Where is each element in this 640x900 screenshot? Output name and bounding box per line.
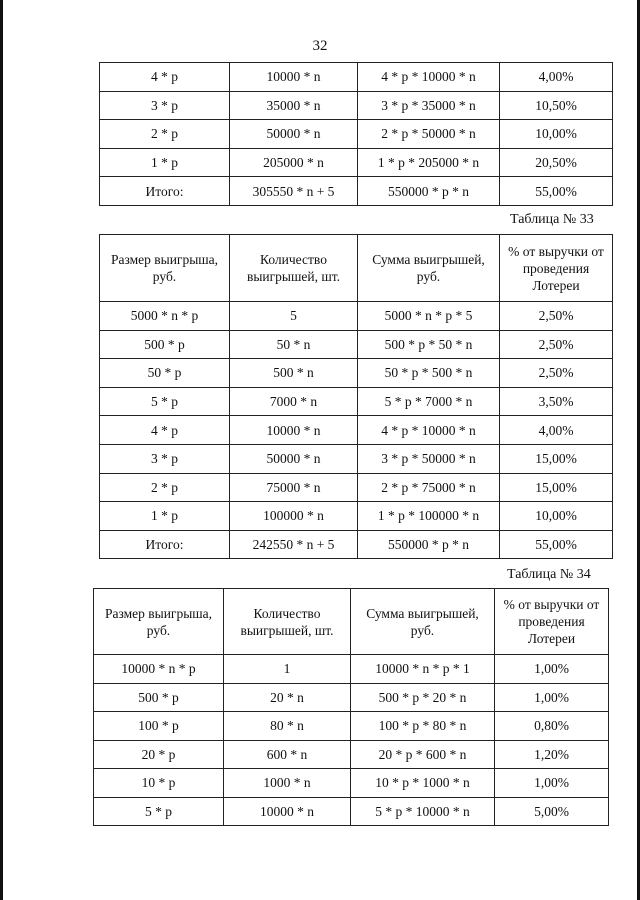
table-cell: 10000 * n <box>230 63 358 92</box>
table-34-head <box>94 589 609 655</box>
table-cell: 50 * n <box>230 330 358 359</box>
table-cell: 2,50% <box>500 330 613 359</box>
table-cell: 3 * p <box>100 91 230 120</box>
header-cell: Сумма выигрышей, руб. <box>351 589 495 655</box>
table-cell: 10000 * n <box>224 797 351 826</box>
header-cell: Сумма выигрышей, руб. <box>358 235 500 302</box>
table-33 <box>99 234 613 559</box>
table-row <box>100 330 613 359</box>
table-cell: 5000 * n * p <box>100 302 230 331</box>
table-cell: 100 * p * 80 * n <box>351 712 495 741</box>
header-cell: Размер выигрыша, руб. <box>94 589 224 655</box>
table-row <box>94 655 609 684</box>
scan-edge-left <box>0 0 3 900</box>
table-cell: 3 * p * 35000 * n <box>358 91 500 120</box>
table-cell: 50000 * n <box>230 444 358 473</box>
table-cell: 500 * p <box>94 683 224 712</box>
table-cell: 5 * p <box>100 387 230 416</box>
header-cell: Количество выигрышей, шт. <box>224 589 351 655</box>
table-cell: 4,00% <box>500 63 613 92</box>
table-row <box>94 683 609 712</box>
table-row <box>100 302 613 331</box>
table-cell: 1,20% <box>495 740 609 769</box>
table-cell: 20 * p <box>94 740 224 769</box>
header-cell: Размер выигрыша, руб. <box>100 235 230 302</box>
header-cell: % от выручки от проведения Лотереи <box>500 235 613 302</box>
table-cell: 10,00% <box>500 120 613 149</box>
table-cell: 1 <box>224 655 351 684</box>
header-cell: % от выручки от проведения Лотереи <box>495 589 609 655</box>
table-cell: 4 * p * 10000 * n <box>358 63 500 92</box>
table-row <box>100 387 613 416</box>
table-continued-body <box>100 63 613 206</box>
table-continued <box>99 62 613 206</box>
table-cell: 55,00% <box>500 177 613 206</box>
table-34 <box>93 588 609 826</box>
table-cell: 1 * p <box>100 502 230 531</box>
table-cell: Итого: <box>100 530 230 559</box>
table-cell: 4 * p <box>100 63 230 92</box>
table-row <box>100 444 613 473</box>
table-cell: 7000 * n <box>230 387 358 416</box>
table-cell: 2,50% <box>500 359 613 388</box>
table-34-caption: Таблица № 34 <box>507 567 591 582</box>
table-cell: 600 * n <box>224 740 351 769</box>
table-cell: Итого: <box>100 177 230 206</box>
table-row <box>94 740 609 769</box>
table-cell: 500 * p * 50 * n <box>358 330 500 359</box>
table-cell: 10,00% <box>500 502 613 531</box>
table-row <box>100 120 613 149</box>
table-row <box>100 63 613 92</box>
table-row <box>94 712 609 741</box>
table-row <box>100 416 613 445</box>
table-cell: 5 * p * 10000 * n <box>351 797 495 826</box>
table-cell: 20 * p * 600 * n <box>351 740 495 769</box>
table-cell: 500 * n <box>230 359 358 388</box>
table-cell: 80 * n <box>224 712 351 741</box>
table-cell: 2 * p * 50000 * n <box>358 120 500 149</box>
table-cell: 5 * p <box>94 797 224 826</box>
table-row <box>100 177 613 206</box>
table-cell: 15,00% <box>500 473 613 502</box>
table-cell: 4 * p * 10000 * n <box>358 416 500 445</box>
table-cell: 2 * p <box>100 120 230 149</box>
header-cell: Количество выигрышей, шт. <box>230 235 358 302</box>
table-cell: 3 * p * 50000 * n <box>358 444 500 473</box>
table-row <box>100 502 613 531</box>
table-cell: 50 * p * 500 * n <box>358 359 500 388</box>
table-cell: 2,50% <box>500 302 613 331</box>
table-row <box>94 797 609 826</box>
table-cell: 3 * p <box>100 444 230 473</box>
table-row <box>100 91 613 120</box>
table-cell: 10 * p <box>94 769 224 798</box>
table-cell: 10000 * n <box>230 416 358 445</box>
table-cell: 1,00% <box>495 683 609 712</box>
table-row <box>100 359 613 388</box>
table-cell: 0,80% <box>495 712 609 741</box>
table-cell: 242550 * n + 5 <box>230 530 358 559</box>
table-cell: 500 * p * 20 * n <box>351 683 495 712</box>
table-33-caption: Таблица № 33 <box>510 212 594 227</box>
table-cell: 5 <box>230 302 358 331</box>
table-cell: 2 * p <box>100 473 230 502</box>
page-number: 32 <box>312 38 328 54</box>
table-cell: 550000 * p * n <box>358 177 500 206</box>
table-row <box>100 473 613 502</box>
table-cell: 5,00% <box>495 797 609 826</box>
table-cell: 1 * p <box>100 148 230 177</box>
table-cell: 10,50% <box>500 91 613 120</box>
table-cell: 500 * p <box>100 330 230 359</box>
table-cell: 10000 * n * p <box>94 655 224 684</box>
table-cell: 100 * p <box>94 712 224 741</box>
table-cell: 10000 * n * p * 1 <box>351 655 495 684</box>
table-33-body <box>100 302 613 559</box>
table-cell: 3,50% <box>500 387 613 416</box>
table-cell: 10 * p * 1000 * n <box>351 769 495 798</box>
table-cell: 55,00% <box>500 530 613 559</box>
table-row <box>100 530 613 559</box>
table-cell: 50000 * n <box>230 120 358 149</box>
table-cell: 35000 * n <box>230 91 358 120</box>
table-cell: 1 * p * 100000 * n <box>358 502 500 531</box>
table-cell: 75000 * n <box>230 473 358 502</box>
table-cell: 20 * n <box>224 683 351 712</box>
table-cell: 305550 * n + 5 <box>230 177 358 206</box>
table-cell: 15,00% <box>500 444 613 473</box>
table-row <box>100 148 613 177</box>
table-cell: 1000 * n <box>224 769 351 798</box>
table-row <box>94 769 609 798</box>
table-cell: 4,00% <box>500 416 613 445</box>
table-cell: 5000 * n * p * 5 <box>358 302 500 331</box>
table-cell: 1,00% <box>495 769 609 798</box>
table-cell: 1,00% <box>495 655 609 684</box>
table-cell: 1 * p * 205000 * n <box>358 148 500 177</box>
table-cell: 5 * p * 7000 * n <box>358 387 500 416</box>
table-cell: 100000 * n <box>230 502 358 531</box>
table-34-body <box>94 655 609 826</box>
table-cell: 205000 * n <box>230 148 358 177</box>
table-cell: 550000 * p * n <box>358 530 500 559</box>
table-cell: 50 * p <box>100 359 230 388</box>
table-33-head <box>100 235 613 302</box>
table-cell: 2 * p * 75000 * n <box>358 473 500 502</box>
table-cell: 4 * p <box>100 416 230 445</box>
table-cell: 20,50% <box>500 148 613 177</box>
